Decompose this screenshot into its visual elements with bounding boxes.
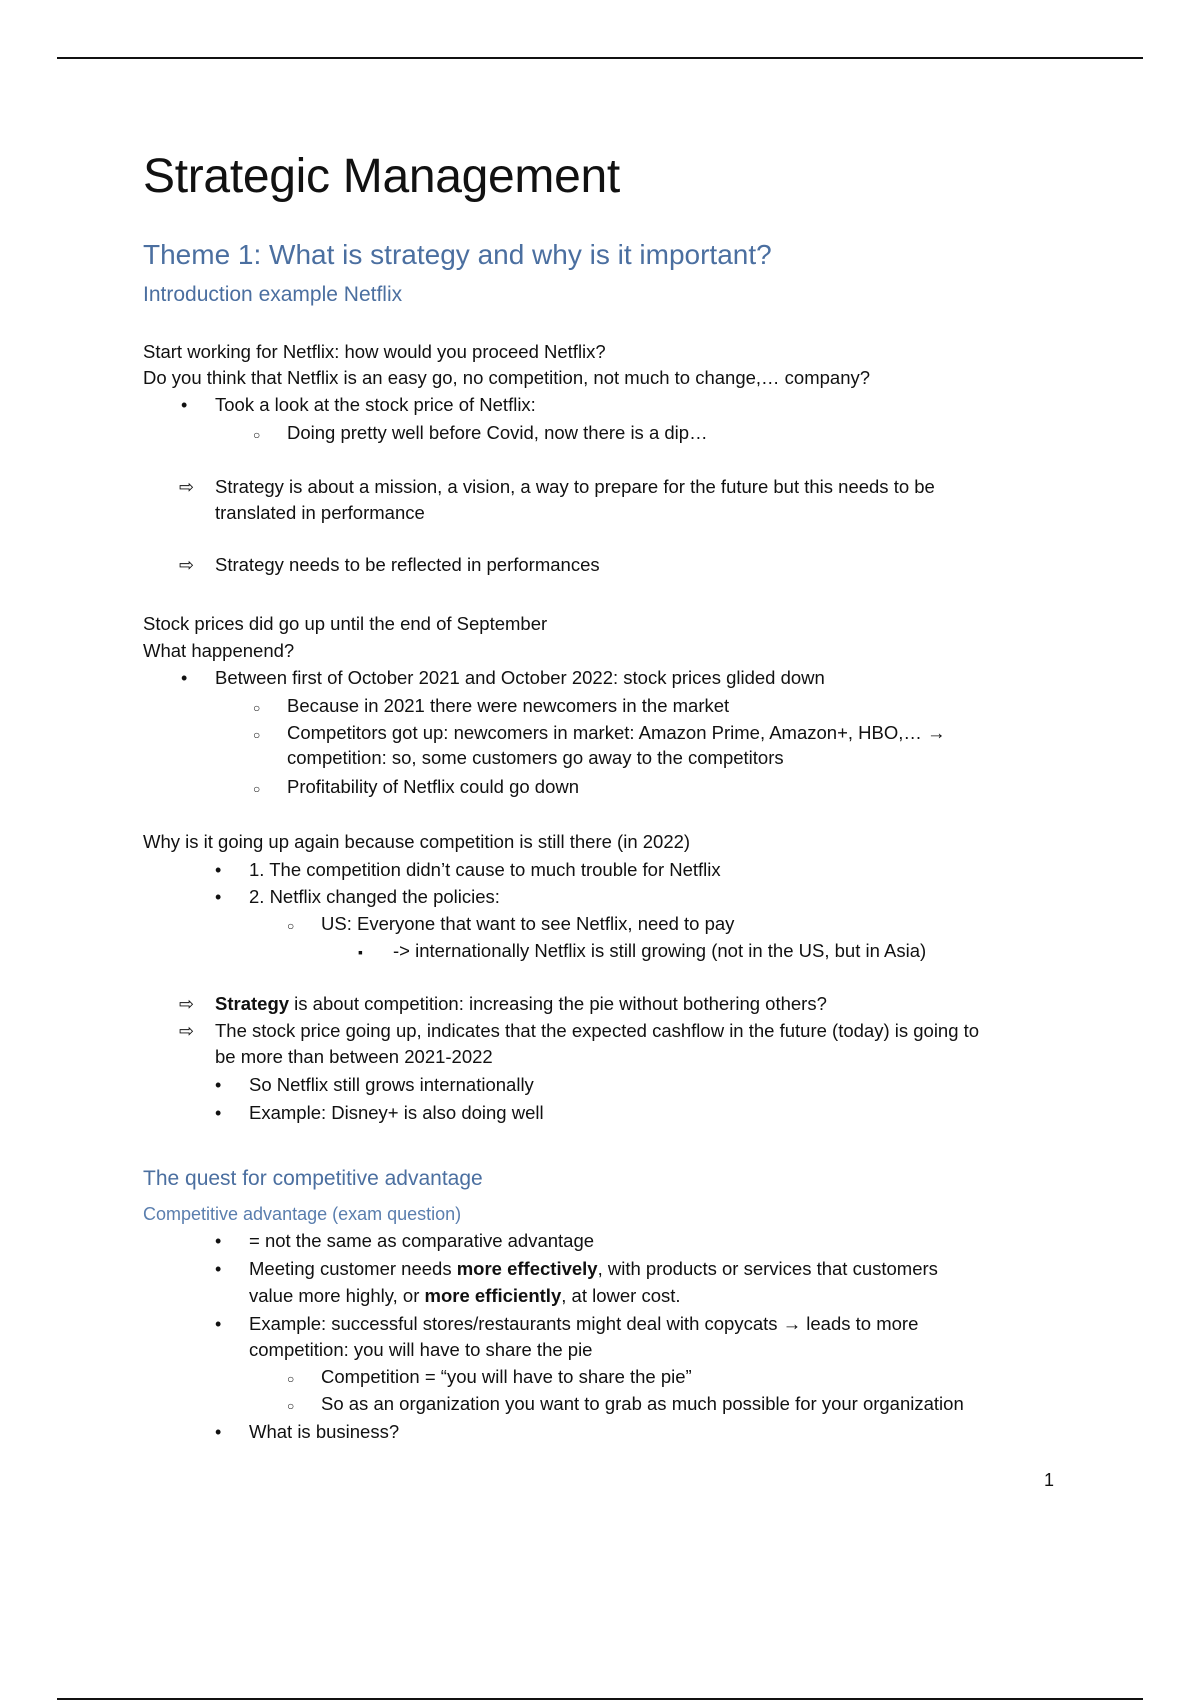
quest-heading: The quest for competitive advantage (143, 1167, 483, 1190)
theme1-subheading: Introduction example Netflix (143, 283, 403, 306)
list-item-text: value more highly, or (249, 1285, 425, 1306)
list-item-continuation (249, 1283, 681, 1309)
list-item-continuation: competition: you will have to share the pie (249, 1339, 593, 1360)
quest-subheading: Competitive advantage (exam question) (143, 1204, 462, 1224)
list-item: Competitors got up: newcomers in market: Amazon Prime, Amazon+, HBO,… → (287, 722, 946, 743)
bullet-icon (215, 1228, 221, 1254)
strategy-bold: Strategy (215, 993, 290, 1014)
list-item: = not the same as comparative advantage (249, 1230, 595, 1251)
top-rule (57, 57, 1143, 59)
circle-bullet-icon (287, 1364, 294, 1392)
arrow-bullet-icon (179, 552, 194, 578)
paragraph: Stock prices did go up until the end of September (143, 613, 548, 634)
paragraph: Start working for Netflix: how would you proceed Netflix? (143, 341, 606, 362)
arrow-bullet-icon (179, 1018, 194, 1044)
paragraph: Why is it going up again because competition is still there (in 2022) (143, 831, 691, 852)
list-item-continuation: competition: so, some customers go away to the competitors (287, 747, 784, 768)
circle-bullet-icon (287, 1391, 294, 1419)
list-item: What is business? (249, 1421, 400, 1442)
list-item (249, 1256, 938, 1282)
list-item-continuation: translated in performance (215, 502, 425, 523)
list-item: Profitability of Netflix could go down (287, 776, 580, 797)
list-item: -> internationally Netflix is still growing (not in the US, but in Asia) (393, 940, 927, 961)
square-bullet-icon (358, 938, 363, 965)
page-title: Strategic Management (143, 150, 620, 203)
list-item: Because in 2021 there were newcomers in the market (287, 695, 730, 716)
arrow-bullet-icon (179, 991, 194, 1017)
list-item: Between first of October 2021 and October 2022: stock prices glided down (215, 667, 825, 688)
bullet-icon (215, 1072, 221, 1098)
circle-bullet-icon (253, 774, 260, 802)
list-item: 2. Netflix changed the policies: (249, 886, 500, 907)
list-item: The stock price going up, indicates that the expected cashflow in the future (today) is going to (215, 1020, 980, 1041)
list-item-text: is about competition: increasing the pie without bothering others? (289, 993, 827, 1014)
list-item: So Netflix still grows internationally (249, 1074, 534, 1095)
list-item: Doing pretty well before Covid, now there is a dip… (287, 422, 708, 443)
circle-bullet-icon (253, 420, 260, 448)
arrow-bullet-icon (179, 474, 194, 500)
circle-bullet-icon (253, 720, 260, 748)
list-item (215, 991, 827, 1017)
theme1-heading: Theme 1: What is strategy and why is it important? (143, 239, 772, 270)
list-item: Strategy needs to be reflected in performances (215, 554, 600, 575)
bullet-icon (181, 392, 187, 418)
list-item: Took a look at the stock price of Netflix: (215, 394, 536, 415)
list-item-text: , with products or services that customers (597, 1258, 938, 1279)
circle-bullet-icon (287, 911, 294, 939)
bullet-icon (215, 1100, 221, 1126)
list-item: 1. The competition didn’t cause to much trouble for Netflix (249, 859, 721, 880)
bullet-icon (181, 665, 187, 691)
circle-bullet-icon (253, 693, 260, 721)
bold-text: more efficiently (424, 1285, 562, 1306)
list-item-text: Meeting customer needs (249, 1258, 457, 1279)
list-item: Example: Disney+ is also doing well (249, 1102, 544, 1123)
paragraph: What happenend? (143, 640, 295, 661)
list-item: So as an organization you want to grab as much possible for your organization (321, 1393, 964, 1414)
list-item-continuation: be more than between 2021-2022 (215, 1046, 493, 1067)
bullet-icon (215, 1419, 221, 1445)
list-item: Strategy is about a mission, a vision, a way to prepare for the future but this needs to be (215, 476, 935, 497)
bullet-icon (215, 857, 221, 883)
list-item-text: , at lower cost. (561, 1285, 681, 1306)
bullet-icon (215, 1256, 221, 1282)
paragraph: Do you think that Netflix is an easy go, no competition, not much to change,… company? (143, 367, 871, 388)
list-item: Example: successful stores/restaurants might deal with copycats → leads to more (249, 1313, 919, 1334)
bullet-icon (215, 884, 221, 910)
bold-text: more effectively (456, 1258, 598, 1279)
page-number: 1 (1044, 1470, 1055, 1490)
list-item: US: Everyone that want to see Netflix, need to pay (321, 913, 735, 934)
bullet-icon (215, 1311, 221, 1337)
list-item: Competition = “you will have to share the pie” (321, 1366, 692, 1387)
